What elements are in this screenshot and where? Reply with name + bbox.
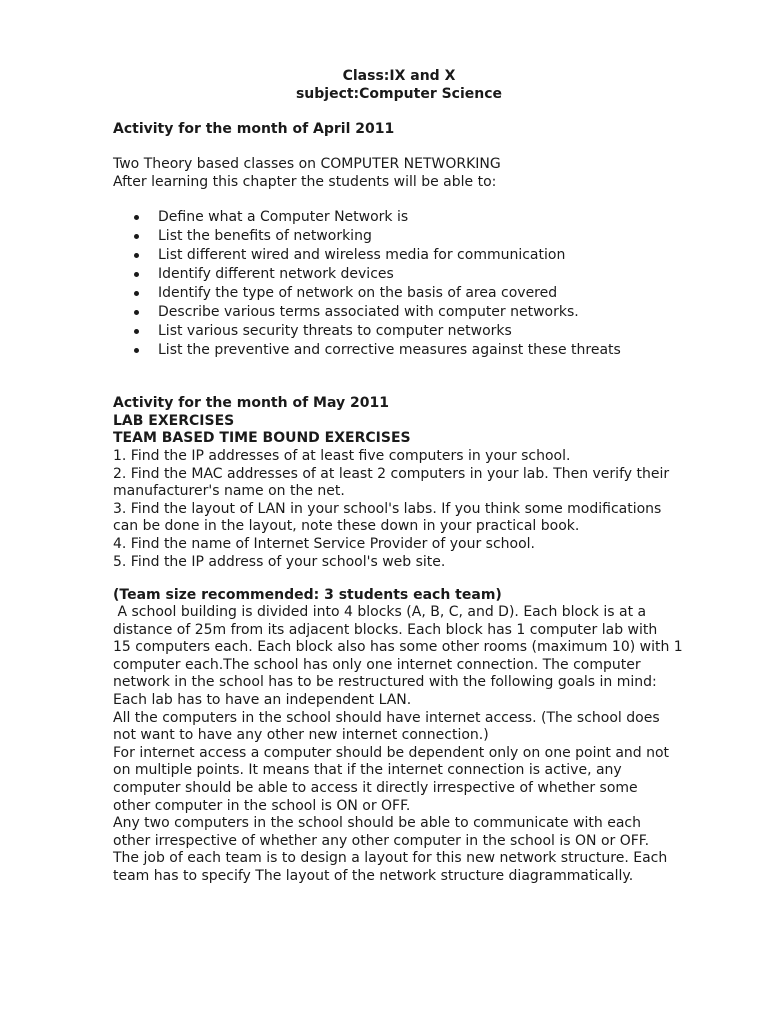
paragraph-line: team has to specify The layout of the network structure diagrammatically.	[113, 867, 634, 884]
exercise-line: 5. Find the IP address of your school's web site.	[113, 553, 446, 570]
list-item: List various security threats to computer networks	[113, 323, 673, 342]
paragraph-line: The job of each team is to design a layout for this new network structure. Each	[113, 850, 668, 867]
paragraph-line: computer each.The school has only one internet connection. The computer	[113, 656, 641, 673]
lab-exercises-heading: LAB EXERCISES	[113, 413, 235, 429]
exercise-line: manufacturer's name on the net.	[113, 483, 345, 500]
team-exercises-heading: TEAM BASED TIME BOUND EXERCISES	[113, 430, 411, 446]
paragraph-line: A school building is divided into 4 blocks (A, B, C, and D). Each block is at a	[113, 604, 647, 620]
list-item: List the benefits of networking	[113, 228, 673, 247]
list-item: Define what a Computer Network is	[113, 209, 673, 228]
subject-heading: subject:Computer Science	[295, 86, 503, 102]
list-item: Describe various terms associated with computer networks.	[113, 304, 673, 323]
paragraph-line: Any two computers in the school should be able to communicate with each	[113, 815, 642, 832]
paragraph-line: For internet access a computer should be dependent only on one point and not	[113, 744, 670, 761]
list-item: List different wired and wireless media for communication	[113, 247, 673, 266]
paragraph-line: Each lab has to have an independent LAN.	[113, 691, 412, 708]
list-item: Identify different network devices	[113, 266, 673, 285]
exercise-line: can be done in the layout, note these down in your practical book.	[113, 518, 580, 535]
paragraph-line: 15 computers each. Each block also has some other rooms (maximum 10) with 1	[113, 639, 683, 656]
exercise-line: 2. Find the MAC addresses of at least 2 computers in your lab. Then verify their	[113, 465, 670, 482]
may-exercise-list	[113, 448, 673, 571]
april-heading: Activity for the month of April 2011	[113, 121, 395, 137]
list-item: List the preventive and corrective measures against these threats	[113, 342, 673, 361]
paragraph-line: computer should be able to access it directly irrespective of whether some	[113, 779, 638, 796]
paragraph-line: distance of 25m from its adjacent blocks. Each block has 1 computer lab with	[113, 621, 658, 638]
paragraph-line: on multiple points. It means that if the internet connection is active, any	[113, 762, 622, 779]
team-task-paragraph	[113, 604, 683, 886]
may-heading: Activity for the month of May 2011	[113, 395, 389, 411]
paragraph-line: network in the school has to be restructured with the following goals in mind:	[113, 674, 657, 691]
april-intro-2: After learning this chapter the students will be able to:	[113, 174, 497, 190]
paragraph-line: not want to have any other new internet connection.)	[113, 727, 489, 744]
exercise-line: 1. Find the IP addresses of at least five computers in your school.	[113, 448, 571, 464]
list-item: Identify the type of network on the basis of area covered	[113, 285, 673, 304]
paragraph-line: other computer in the school is ON or OFF.	[113, 797, 411, 814]
exercise-line: 3. Find the layout of LAN in your school's labs. If you think some modifications	[113, 500, 662, 517]
paragraph-line: other irrespective of whether any other computer in the school is ON or OFF.	[113, 832, 650, 849]
exercise-line: 4. Find the name of Internet Service Provider of your school.	[113, 535, 535, 552]
class-heading: Class:IX and X	[342, 68, 456, 84]
april-objectives-list	[113, 209, 673, 361]
team-size-heading: (Team size recommended: 3 students each team)	[113, 587, 502, 603]
april-intro-1: Two Theory based classes on COMPUTER NETWORKING	[113, 156, 501, 172]
paragraph-line: All the computers in the school should have internet access. (The school does	[113, 709, 660, 726]
